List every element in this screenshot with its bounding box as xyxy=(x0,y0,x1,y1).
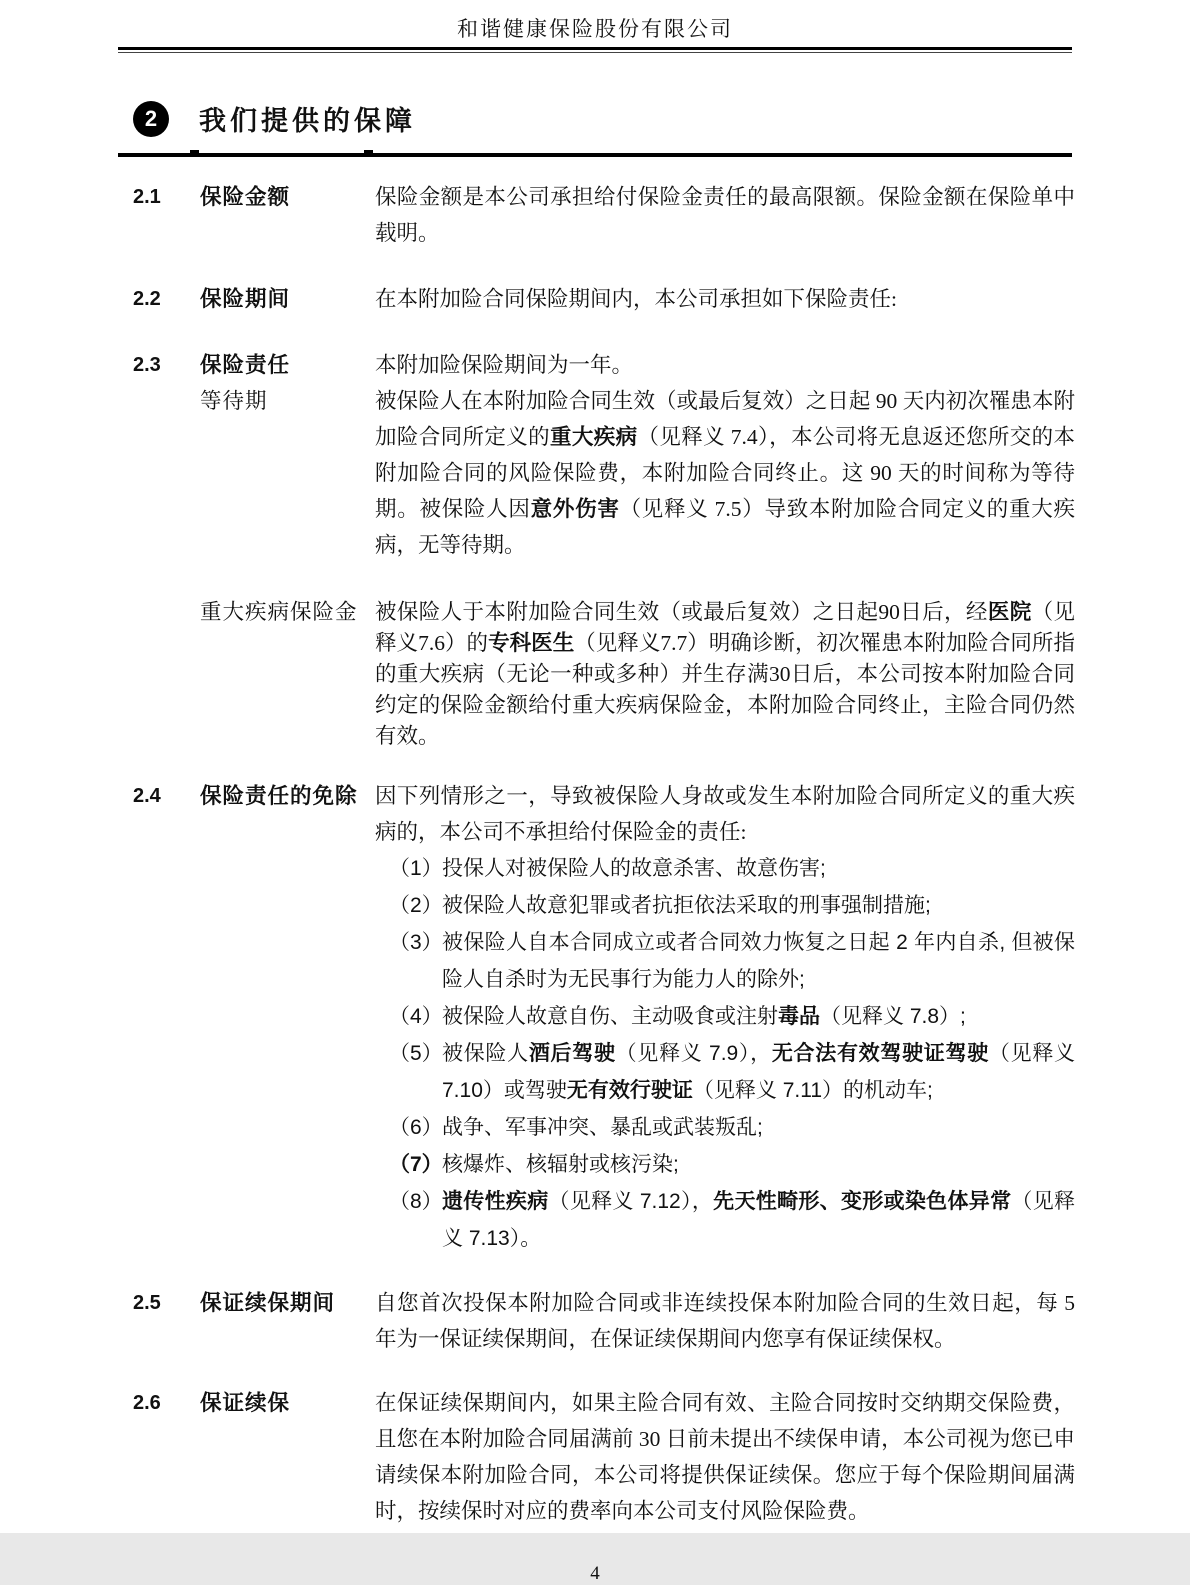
exclusion-item xyxy=(375,887,1075,924)
rule-tick xyxy=(190,150,199,153)
section-header xyxy=(133,99,1190,138)
clause-2-4 xyxy=(133,778,1075,1257)
text-run: 投保人对被保险人的故意杀害、故意伤害; xyxy=(442,857,826,880)
clause-label: 保险责任的免除 xyxy=(200,784,358,808)
text-run: （见释义 7.4），本公司将无息返还您所交的本附加险合同的风险保险费，本附加险合同终止。这 90 天的时间称为等待期。被保险人因 xyxy=(375,425,1075,521)
item-number: （6） xyxy=(389,1116,443,1139)
emphasized-term: 酒后驾驶 xyxy=(528,1042,616,1065)
item-number: （3） xyxy=(389,931,443,954)
clause-body xyxy=(375,778,1075,1257)
item-text xyxy=(442,998,1075,1035)
text-run: 战争、军事冲突、暴乱或武装叛乱; xyxy=(442,1116,763,1139)
item-text xyxy=(442,1035,1075,1109)
clause-sublabel: 等待期 xyxy=(200,389,268,413)
clause-label: 保证续保 xyxy=(200,1391,291,1415)
item-number: （8） xyxy=(389,1190,443,1213)
clause-label: 保险金额 xyxy=(200,185,291,209)
clause-number: 2.2 xyxy=(133,288,161,310)
item-number: （7） xyxy=(389,1153,443,1176)
text-run: 本附加险保险期间为一年。 xyxy=(375,353,634,377)
document-header xyxy=(0,0,1190,43)
item-text xyxy=(442,1109,1075,1146)
exclusion-item xyxy=(375,998,1075,1035)
clause-number: 2.6 xyxy=(133,1392,161,1414)
text-run: 在本附加险合同保险期间内，本公司承担如下保险责任: xyxy=(375,287,897,311)
exclusion-item xyxy=(375,1109,1075,1146)
clause-label: 保险期间 xyxy=(200,287,291,311)
exclusion-item xyxy=(375,1035,1075,1109)
clause-label: 保险责任 xyxy=(200,353,291,377)
exclusions-intro xyxy=(375,778,1075,850)
clause-body xyxy=(375,383,1075,563)
text-run: （见释义 7.11）的机动车; xyxy=(692,1079,933,1102)
exclusion-item xyxy=(375,1183,1075,1257)
section-title: 我们提供的保障 xyxy=(199,106,416,136)
text-run: 自您首次投保本附加险合同或非连续投保本附加险合同的生效日起，每 5 年为一保证续保期间，在保证续保期间内您享有保证续保权。 xyxy=(375,1291,1075,1351)
text-run: 被保险人于本附加险合同生效（或最后复效）之日起90日后，经 xyxy=(375,600,988,624)
clause-2-3-critical-illness-benefit xyxy=(133,597,1075,752)
clause-body xyxy=(375,347,1075,383)
clause-sublabel: 重大疾病保险金 xyxy=(200,600,358,624)
text-run: 核爆炸、核辐射或核污染; xyxy=(442,1153,679,1176)
text-run: （见释义7.6）的 xyxy=(375,600,1075,655)
exclusion-item xyxy=(375,1146,1075,1183)
text-run: （见释义7.7）明确诊断，初次罹患本附加险合同所指的重大疾病（无论一种或多种）并生存满30日后，本公司按本附加险合同约定的保险金额给付重大疾病保险金，本附加险合同终止，主险合同仍然有效。 xyxy=(375,631,1075,748)
emphasized-term: 先天性畸形、变形或染色体异常 xyxy=(713,1190,1012,1213)
text-run: （见释义 7.10）或驾驶 xyxy=(442,1042,1076,1102)
clause-2-2 xyxy=(133,281,1075,317)
clauses-content xyxy=(0,157,1190,1529)
text-run: 被保险人故意自伤、主动吸食或注射 xyxy=(442,1005,778,1028)
text-run: 被保险人自本合同成立或者合同效力恢复之日起 2 年内自杀, 但被保险人自杀时为无民事行为能力人的除外; xyxy=(442,931,1075,991)
text-run: 在保证续保期间内，如果主险合同有效、主险合同按时交纳期交保险费，且您在本附加险合同届满前 30 日前未提出不续保申请，本公司视为您已申请续保本附加险合同，本公司将提供保证续保。您应于每个保险期间届满时，按续保时对应的费率向本公司支付风险保险费。 xyxy=(375,1391,1075,1523)
clause-2-3-waiting-period xyxy=(133,383,1075,563)
item-text xyxy=(442,887,1075,924)
text-run: （见释义 7.13）。 xyxy=(442,1190,1076,1250)
item-number: （5） xyxy=(389,1042,443,1065)
emphasized-term: 意外伤害 xyxy=(530,497,620,521)
exclusion-item xyxy=(375,850,1075,887)
emphasized-term: 遗传性疾病 xyxy=(442,1190,549,1213)
clause-label: 保证续保期间 xyxy=(200,1291,336,1315)
emphasized-term: 重大疾病 xyxy=(550,425,638,449)
item-text xyxy=(442,1146,1075,1183)
item-number: （1） xyxy=(389,857,443,880)
clause-2-3 xyxy=(133,347,1075,383)
item-number: （2） xyxy=(389,894,443,917)
clause-body xyxy=(375,281,1075,317)
rule-tick xyxy=(364,150,373,153)
emphasized-term: 医院 xyxy=(987,600,1032,624)
text-run: 被保险人故意犯罪或者抗拒依法采取的刑事强制措施; xyxy=(442,894,931,917)
clause-number: 2.3 xyxy=(133,354,161,376)
clause-2-6 xyxy=(133,1385,1075,1529)
emphasized-term: 无有效行驶证 xyxy=(566,1079,693,1102)
item-number: （4） xyxy=(389,1005,443,1028)
clause-body xyxy=(375,1385,1075,1529)
clause-number: 2.4 xyxy=(133,785,161,807)
exclusion-item xyxy=(375,924,1075,998)
item-text xyxy=(442,850,1075,887)
clause-body xyxy=(375,179,1075,251)
page-number: 4 xyxy=(590,1563,600,1584)
emphasized-term: 毒品 xyxy=(778,1005,820,1028)
clause-body xyxy=(375,1285,1075,1357)
text-run: 被保险人 xyxy=(442,1042,529,1065)
emphasized-term: 专科医生 xyxy=(488,631,575,655)
clause-number: 2.5 xyxy=(133,1292,161,1314)
clause-number: 2.1 xyxy=(133,186,161,208)
clause-2-1 xyxy=(133,179,1075,251)
section-rule xyxy=(118,153,1072,157)
emphasized-term: 无合法有效驾驶证驾驶 xyxy=(771,1042,989,1065)
text-run: （见释义 7.5）导致本附加险合同定义的重大疾病，无等待期。 xyxy=(375,497,1075,557)
text-run: 保险金额是本公司承担给付保险金责任的最高限额。保险金额在保险单中载明。 xyxy=(375,185,1075,245)
section-number-badge: 2 xyxy=(133,101,169,137)
company-name: 和谐健康保险股份有限公司 xyxy=(457,17,733,41)
text-run: （见释义 7.8）; xyxy=(820,1005,966,1028)
exclusion-list xyxy=(375,850,1075,1257)
text-run: （见释义 7.9）， xyxy=(615,1042,772,1065)
text-run: 因下列情形之一，导致被保险人身故或发生本附加险合同所定义的重大疾病的，本公司不承担给付保险金的责任: xyxy=(375,784,1075,844)
header-rule xyxy=(118,47,1072,53)
item-text xyxy=(442,1183,1075,1257)
clause-body xyxy=(375,597,1075,752)
clause-2-5 xyxy=(133,1285,1075,1357)
text-run: （见释义 7.12）， xyxy=(548,1190,714,1213)
text-run: 被保险人在本附加险合同生效（或最后复效）之日起 90 天内初次罹患本附加险合同所定义的 xyxy=(375,389,1075,449)
item-text xyxy=(442,924,1075,998)
